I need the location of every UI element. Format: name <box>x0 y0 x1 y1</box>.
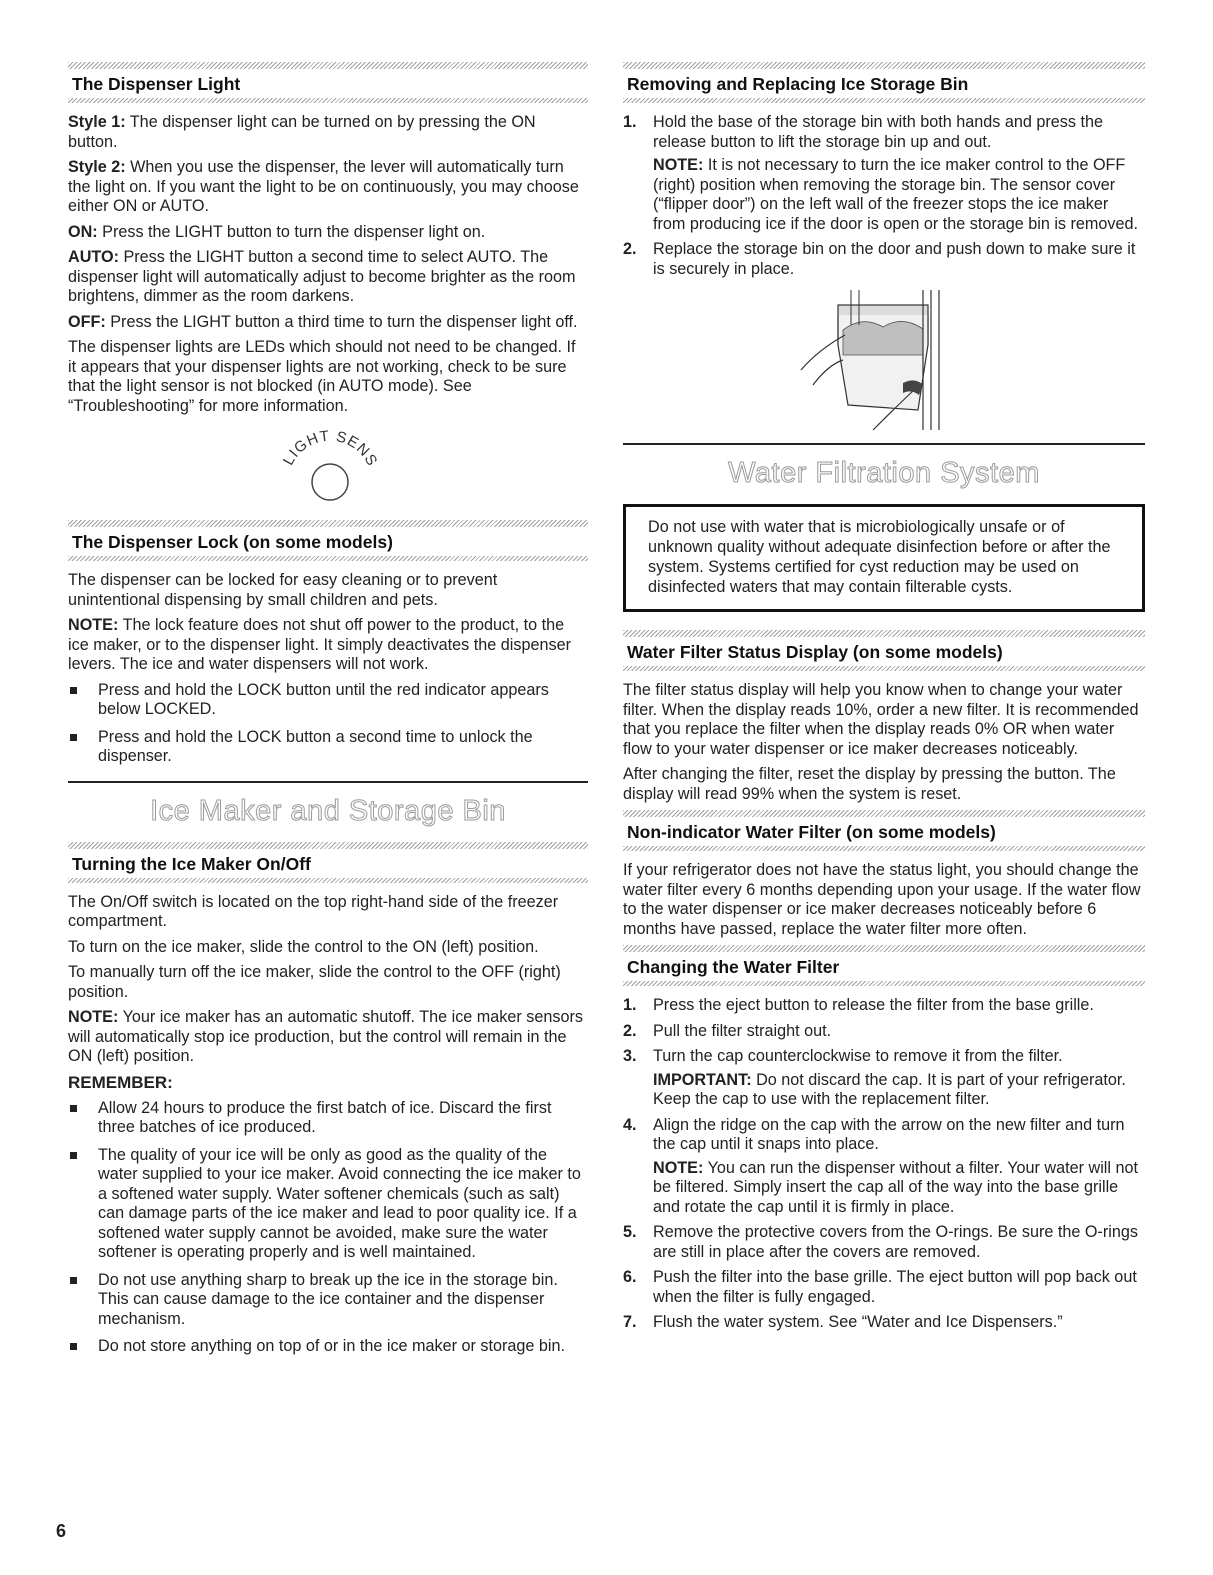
para-off: OFF: Press the LIGHT button a third time to turn the dispenser light off. <box>68 312 578 331</box>
section-header-dispenser-light <box>68 62 588 103</box>
section-header-dispenser-lock <box>68 520 588 561</box>
section-header-non-indicator <box>623 810 1145 851</box>
list-item: 6. Push the filter into the base grille. The eject button will pop back out when the filter is fully engaged. <box>623 1268 1137 1306</box>
para-on: ON: Press the LIGHT button to turn the dispenser light on. <box>68 222 486 241</box>
divider <box>623 443 1145 445</box>
list-item: 4. Align the ridge on the cap with the arrow on the new filter and turn the cap until it snaps into place. NOTE: You can run the dispenser without a filter. Your water will not be filtered. Simply insert the cap all of the way into the base grille and rotate the cap until it is firmly in place. <box>623 1115 1138 1216</box>
divider <box>68 781 588 783</box>
list-item: Press and hold the LOCK button until the red indicator appears below LOCKED. <box>68 681 588 720</box>
section-header-ice-onoff <box>68 842 588 883</box>
chapter-title-water-filtration: Water Filtration System <box>728 457 1040 489</box>
changing-filter-steps <box>623 996 1145 1333</box>
list-item: 3. Turn the cap counterclockwise to remove it from the filter. IMPORTANT: Do not discard the cap. It is part of your refrigerator. Keep the cap to use with the replacement filter. <box>623 1047 1126 1108</box>
storage-bin-illustration <box>623 285 1145 435</box>
list-item: 5. Remove the protective covers from the O-rings. Be sure the O-rings are still in place after the covers are removed. <box>623 1223 1138 1261</box>
section-header-storage-bin <box>623 62 1145 103</box>
lock-bullets <box>68 681 588 767</box>
para-onoff-note: NOTE: Your ice maker has an automatic shutoff. The ice maker sensors will automatically stop ice production, but the control will remain in the ON (left) position. <box>68 1008 583 1065</box>
para-onoff-1: The On/Off switch is located on the top right-hand side of the freezer compartment. <box>68 892 559 930</box>
list-item: Allow 24 hours to produce the first batch of ice. Discard the first three batches of ice produced. <box>68 1099 588 1138</box>
heading-non-indicator: Non-indicator Water Filter (on some models) <box>627 822 996 842</box>
page-number: 6 <box>56 1521 67 1541</box>
list-item: Do not use anything sharp to break up the ice in the storage bin. This can cause damage to the ice container and the dispenser mechanism. <box>68 1271 588 1330</box>
right-column <box>623 62 1145 1339</box>
section-header-status-display <box>623 630 1145 671</box>
para-status-2: After changing the filter, reset the display by pressing the button. The display will read 99% when the system is reset. <box>623 765 1116 803</box>
chapter-title-ice-maker: Ice Maker and Storage Bin <box>150 794 506 827</box>
list-item: 1. Hold the base of the storage bin with both hands and press the release button to lift the storage bin up and out. NOTE: It is not necessary to turn the ice maker control to the OFF (right) position when removing the storage bin. The sensor cover (“flipper door”) on the left wall of the freezer stops the ice maker from producing ice if the door is open or the storage bin is removed. <box>623 113 1138 233</box>
warning-text: Do not use with water that is microbiologically unsafe or of unknown quality without adequate disinfection before or after the system. Systems certified for cyst reduction may be used on disinfected waters that may contain filterable cysts. <box>648 518 1111 596</box>
heading-dispenser-light: The Dispenser Light <box>72 74 241 94</box>
ice-bin-image <box>623 285 1145 435</box>
storage-bin-steps <box>623 113 1145 279</box>
heading-ice-onoff: Turning the Ice Maker On/Off <box>72 853 311 874</box>
section-header-changing-filter <box>623 945 1145 986</box>
para-auto: AUTO: Press the LIGHT button a second time to select AUTO. The dispenser light will automatically adjust to become brighter as the room brightens, dimmer as the room darkens. <box>68 248 576 305</box>
left-column <box>68 62 588 1365</box>
para-lock-intro: The dispenser can be locked for easy cleaning or to prevent unintentional dispensing by small children and pets. <box>68 571 498 609</box>
list-item: 7. Flush the water system. See “Water and Ice Dispensers.” <box>623 1313 1063 1331</box>
list-item: The quality of your ice will be only as good as the quality of the water supplied to your ice maker. Avoid connecting the ice maker to a softened water supply. Water softener chemicals (such as salt) can damage parts of the ice maker and lead to poor quality ice. If a softened water supply cannot be avoided, make sure the water softener is operating properly and is well maintained. <box>68 1146 588 1263</box>
remember-heading: REMEMBER: <box>68 1072 173 1092</box>
svg-text:LIGHT SENSOR <box>68 422 381 469</box>
para-non-indicator: If your refrigerator does not have the status light, you should change the water filter every 6 months depending upon your usage. If the water flow to the water dispenser or ice maker decreases noticeably before 6 months have passed, replace the water filter more often. <box>623 861 1141 938</box>
para-onoff-3: To manually turn off the ice maker, slide the control to the OFF (right) position. <box>68 963 561 1001</box>
light-sensor-icon <box>68 422 588 514</box>
heading-status-display: Water Filter Status Display (on some models) <box>627 642 1003 662</box>
para-style2: Style 2: When you use the dispenser, the lever will automatically turn the light on. If you want the light to be on continuously, you may choose either ON or AUTO. <box>68 158 579 215</box>
para-onoff-2: To turn on the ice maker, slide the control to the ON (left) position. <box>68 937 539 956</box>
heading-changing-filter: Changing the Water Filter <box>627 957 840 977</box>
remember-bullets <box>68 1099 588 1357</box>
list-item: Do not store anything on top of or in the ice maker or storage bin. <box>68 1337 588 1357</box>
light-sensor-illustration <box>68 422 588 514</box>
list-item: 1. Press the eject button to release the filter from the base grille. <box>623 996 1094 1014</box>
heading-storage-bin: Removing and Replacing Ice Storage Bin <box>627 74 969 94</box>
list-item: 2. Replace the storage bin on the door and push down to make sure it is securely in place. <box>623 240 1136 278</box>
para-style1: Style 1: The dispenser light can be turned on by pressing the ON button. <box>68 113 536 151</box>
list-item: 2. Pull the filter straight out. <box>623 1021 832 1040</box>
list-item: Press and hold the LOCK button a second time to unlock the dispenser. <box>68 728 588 767</box>
para-status-1: The filter status display will help you know when to change your water filter. When the display reads 10%, order a new filter. It is recommended that you replace the filter when the display reads 0% OR when water flow to your water dispenser or ice maker decreases noticeably. <box>623 681 1139 758</box>
para-leds: The dispenser lights are LEDs which should not need to be changed. If it appears that your dispenser lights are not working, check to be sure that the light sensor is not blocked (in AUTO mode). See “Troubleshooting” for more information. <box>68 338 576 415</box>
para-lock-note: NOTE: The lock feature does not shut off power to the product, to the ice maker, or to the dispenser light. It simply deactivates the dispenser levers. The ice and water dispensers will not work. <box>68 616 571 673</box>
warning-box <box>623 504 1145 612</box>
heading-dispenser-lock: The Dispenser Lock (on some models) <box>72 532 393 552</box>
sensor-label: LIGHT SENS <box>279 427 381 470</box>
